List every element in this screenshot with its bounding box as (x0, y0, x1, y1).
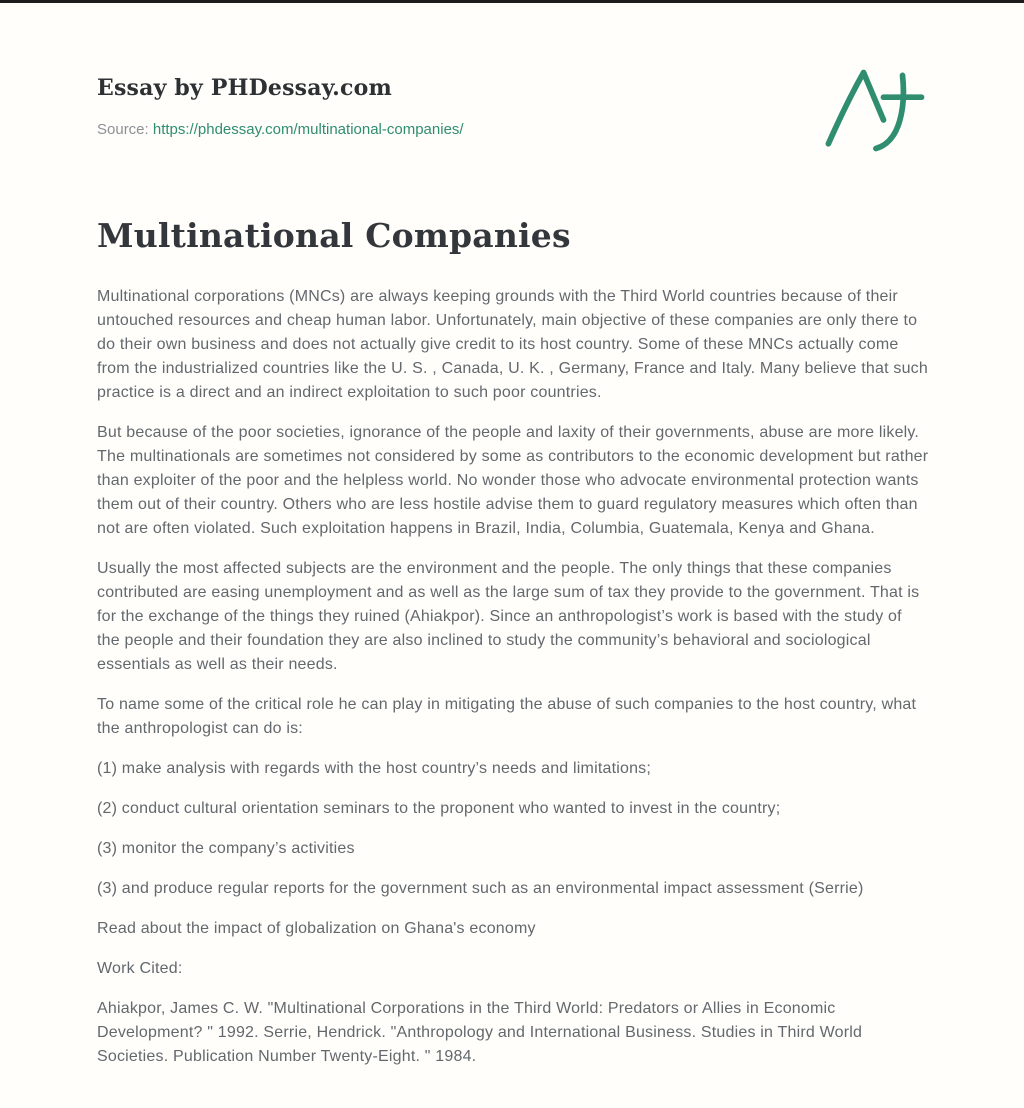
paragraph-1: Multinational corporations (MNCs) are always keeping grounds with the Third World countries because of their untouched resources and cheap human labor. Unfortunately, main objective of these companies are only there to do their own business and does not actually give credit to its host country. Some of these MNCs actually come from the industrialized countries like the U. S. , Canada, U. K. , Germany, France and Italy. Many believe that such practice is a direct and an indirect exploitation to such poor countries. (97, 288, 928, 401)
list-item-1: (1) make analysis with regards with the host country’s needs and limitations; (97, 760, 652, 777)
essay-page (97, 3, 929, 1069)
masthead (97, 75, 929, 216)
phdessay-logo-icon (819, 63, 929, 158)
paragraph-3: Usually the most affected subjects are the environment and the people. The only things that these companies contributed are easing unemployment and as well as the large sum of tax they provide to the government. That is for the exchange of the things they ruined (Ahiakpor). Since an anthropologist’s work is based with the study of the people and their foundation they are also inclined to study the community’s behavioral and sociological essentials as well as their needs. (97, 560, 920, 673)
list-item-3: (3) monitor the company’s activities (97, 840, 355, 857)
byline: Essay by PHDessay.com (97, 75, 392, 101)
citation-text: Ahiakpor, James C. W. "Multinational Corporations in the Third World: Predators or Allies in Economic Development? " 1992. Serrie, Hendrick. "Anthropology and International Business. Studies in Third World Societies. Publication Number Twenty-Eight. " 1984. (97, 1000, 863, 1065)
essay-body (97, 285, 929, 1069)
source-line (97, 121, 464, 138)
paragraph-2: But because of the poor societies, ignorance of the people and laxity of their governments, abuse are more likely. The multinationals are sometimes not considered by some as contributors to the economic development but rather than exploiter of the poor and the helpless world. No wonder those who advocate environmental protection wants them out of their country. Others who are less hostile advise them to guard regulatory measures which often than not are often violated. Such exploitation happens in Brazil, India, Columbia, Guatemala, Kenya and Ghana. (97, 424, 929, 537)
source-link[interactable]: https://phdessay.com/multinational-companies/ (152, 121, 464, 138)
source-label: Source: (97, 121, 149, 138)
list-item-2: (2) conduct cultural orientation seminars to the proponent who wanted to invest in the country; (97, 800, 781, 817)
page-title: Multinational Companies (97, 216, 571, 255)
masthead-text (97, 75, 464, 216)
paragraph-4: To name some of the critical role he can play in mitigating the abuse of such companies to the host country, what the anthropologist can do is: (97, 696, 917, 737)
list-item-4: (3) and produce regular reports for the government such as an environmental impact assessment (Serrie) (97, 880, 864, 897)
work-cited-label: Work Cited: (97, 960, 183, 977)
related-article-link[interactable]: Read about the impact of globalization on Ghana's economy (97, 920, 536, 937)
